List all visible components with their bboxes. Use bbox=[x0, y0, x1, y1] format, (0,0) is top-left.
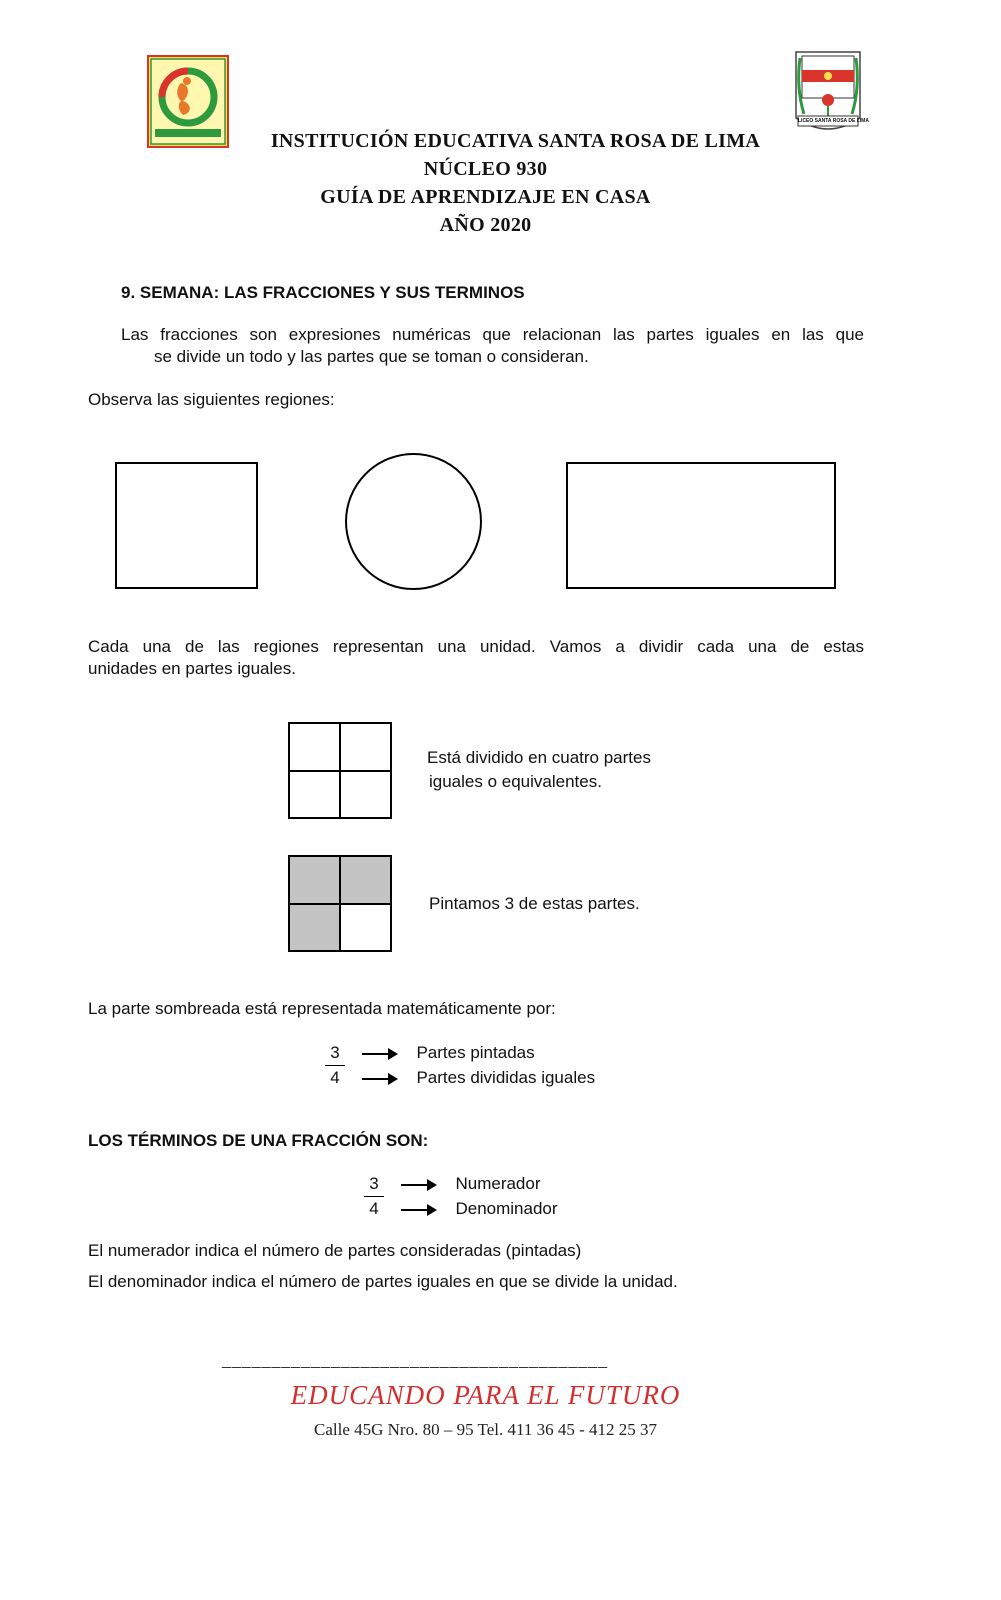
divided-text-1: Está dividido en cuatro partes bbox=[427, 748, 651, 767]
fraction-2-numerator: 3 bbox=[364, 1172, 384, 1197]
units-line-1: Cada una de las regiones representan una unidad. Vamos a dividir cada una de estas bbox=[88, 637, 864, 656]
arrow-right-icon bbox=[362, 1078, 396, 1080]
fraction-1-numerator: 3 bbox=[325, 1041, 345, 1066]
fraction-2-denominator-label: Denominador bbox=[455, 1199, 558, 1218]
quarter-1 bbox=[289, 723, 340, 771]
unshaded-quarter bbox=[340, 904, 391, 952]
header-line-1: INSTITUCIÓN EDUCATIVA SANTA ROSA DE LIMA bbox=[270, 130, 761, 152]
footer-rule: _______________________________________ bbox=[222, 1352, 609, 1369]
divided-text-2: iguales o equivalentes. bbox=[429, 772, 602, 791]
shaded-square bbox=[288, 855, 392, 952]
fraction-1-numerator-label: Partes pintadas bbox=[416, 1043, 535, 1062]
quarter-2 bbox=[340, 723, 391, 771]
arrow-right-icon bbox=[362, 1053, 396, 1055]
denominator-definition: El denominador indica el número de partes iguales en que se divide la unidad. bbox=[88, 1272, 678, 1291]
arrow-right-icon bbox=[401, 1209, 435, 1211]
seal-text: LICEO SANTA ROSA DE LIMA bbox=[798, 118, 869, 124]
shaded-repr-text: La parte sombreada está representada matemáticamente por: bbox=[88, 999, 556, 1018]
observe-text: Observa las siguientes regiones: bbox=[88, 390, 335, 409]
circle-region bbox=[345, 453, 482, 590]
header-line-3: GUÍA DE APRENDIZAJE EN CASA bbox=[320, 186, 651, 208]
header-line-2: NÚCLEO 930 bbox=[423, 158, 548, 180]
intro-line-2: se divide un todo y las partes que se toman o consideran. bbox=[154, 347, 589, 366]
shaded-quarter-3 bbox=[289, 904, 340, 952]
footer-motto: EDUCANDO PARA EL FUTURO bbox=[290, 1380, 681, 1410]
footer-address: Calle 45G Nro. 80 – 95 Tel. 411 36 45 - 412 25 37 bbox=[313, 1420, 658, 1439]
shaded-quarter-2 bbox=[340, 856, 391, 904]
arrow-right-icon bbox=[401, 1184, 435, 1186]
divided-square bbox=[288, 722, 392, 819]
intro-line-1: Las fracciones son expresiones numéricas que relacionan las partes iguales en las que bbox=[121, 325, 864, 344]
square-region bbox=[115, 462, 258, 589]
terms-title: LOS TÉRMINOS DE UNA FRACCIÓN SON: bbox=[88, 1131, 429, 1150]
rectangle-region bbox=[566, 462, 836, 589]
fraction-2-denominator: 4 bbox=[369, 1199, 379, 1218]
fraction-2 bbox=[364, 1172, 558, 1221]
header-line-4: AÑO 2020 bbox=[439, 214, 532, 236]
fraction-1 bbox=[325, 1041, 595, 1090]
fraction-1-denominator: 4 bbox=[330, 1068, 340, 1087]
quarter-3 bbox=[289, 771, 340, 819]
painted-text: Pintamos 3 de estas partes. bbox=[429, 894, 640, 913]
fraction-1-denominator-label: Partes divididas iguales bbox=[416, 1068, 596, 1087]
school-seal bbox=[792, 48, 869, 140]
fraction-2-numerator-label: Numerador bbox=[455, 1174, 541, 1193]
quarter-4 bbox=[340, 771, 391, 819]
shaded-quarter-1 bbox=[289, 856, 340, 904]
section-title: 9. SEMANA: LAS FRACCIONES Y SUS TERMINOS bbox=[121, 283, 525, 302]
units-line-2: unidades en partes iguales. bbox=[88, 659, 296, 678]
numerator-definition: El numerador indica el número de partes consideradas (pintadas) bbox=[88, 1241, 582, 1260]
